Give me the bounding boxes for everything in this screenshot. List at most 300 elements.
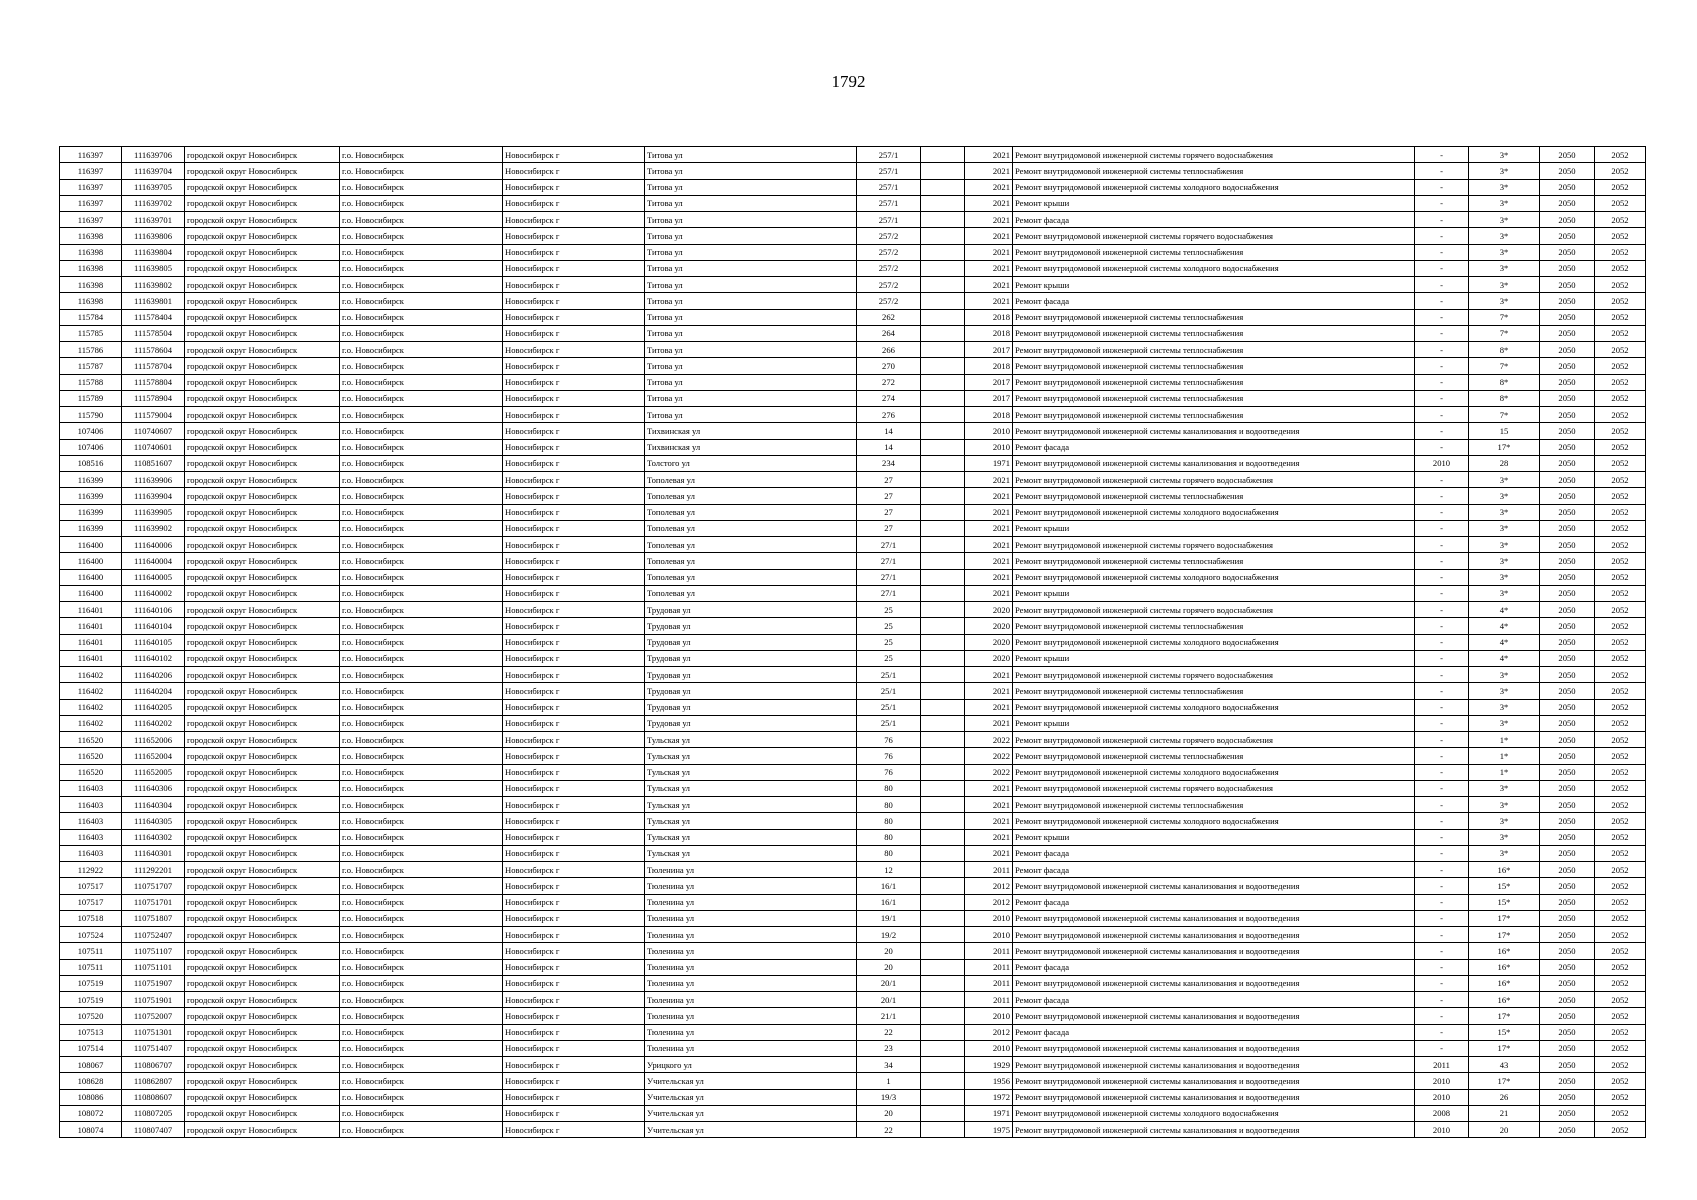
object-id-cell: 116397 <box>60 163 122 179</box>
house-number-cell: 257/1 <box>857 195 921 211</box>
locality-cell: Новосибирск г <box>503 878 645 894</box>
table-row <box>60 260 1646 276</box>
house-number-cell: 19/3 <box>857 1089 921 1105</box>
street-cell: Тюленина ул <box>645 959 857 975</box>
house-number-cell: 80 <box>857 829 921 845</box>
object-id-cell: 116398 <box>60 260 122 276</box>
plan-end-year-cell: 2052 <box>1595 894 1646 910</box>
municipality-cell: городской округ Новосибирск <box>185 537 340 553</box>
work-type-cell: Ремонт внутридомовой инженерной системы теплоснабжения <box>1013 797 1415 813</box>
work-type-cell: Ремонт внутридомовой инженерной системы горячего водоснабжения <box>1013 602 1415 618</box>
plan-end-year-cell: 2052 <box>1595 845 1646 861</box>
work-id-cell: 111640102 <box>122 650 185 666</box>
work-type-cell: Ремонт внутридомовой инженерной системы канализования и водоотведения <box>1013 975 1415 991</box>
object-id-cell: 108516 <box>60 455 122 471</box>
work-type-cell: Ремонт внутридомовой инженерной системы теплоснабжения <box>1013 618 1415 634</box>
service-life-cell: 4* <box>1469 634 1540 650</box>
locality-cell: Новосибирск г <box>503 845 645 861</box>
work-type-cell: Ремонт внутридомовой инженерной системы канализования и водоотведения <box>1013 878 1415 894</box>
house-number-cell: 27/1 <box>857 569 921 585</box>
building-part-cell <box>921 390 965 406</box>
plan-start-year-cell: 2050 <box>1540 309 1595 325</box>
year-built-cell: 2022 <box>965 732 1013 748</box>
object-id-cell: 116401 <box>60 602 122 618</box>
last-repair-year-cell: - <box>1415 894 1469 910</box>
last-repair-year-cell: - <box>1415 504 1469 520</box>
house-number-cell: 19/1 <box>857 910 921 926</box>
locality-cell: Новосибирск г <box>503 244 645 260</box>
work-type-cell: Ремонт внутридомовой инженерной системы теплоснабжения <box>1013 553 1415 569</box>
building-part-cell <box>921 634 965 650</box>
locality-cell: Новосибирск г <box>503 1024 645 1040</box>
plan-end-year-cell: 2052 <box>1595 862 1646 878</box>
street-cell: Тульская ул <box>645 813 857 829</box>
work-id-cell: 111639802 <box>122 277 185 293</box>
street-cell: Тюленина ул <box>645 943 857 959</box>
municipal-unit-cell: г.о. Новосибирск <box>340 195 503 211</box>
street-cell: Урицкого ул <box>645 1057 857 1073</box>
last-repair-year-cell: - <box>1415 683 1469 699</box>
work-id-cell: 110752407 <box>122 927 185 943</box>
table-row <box>60 943 1646 959</box>
street-cell: Трудовая ул <box>645 650 857 666</box>
municipal-unit-cell: г.о. Новосибирск <box>340 455 503 471</box>
last-repair-year-cell: - <box>1415 992 1469 1008</box>
municipality-cell: городской округ Новосибирск <box>185 943 340 959</box>
plan-start-year-cell: 2050 <box>1540 715 1595 731</box>
street-cell: Тюленина ул <box>645 975 857 991</box>
plan-start-year-cell: 2050 <box>1540 260 1595 276</box>
work-type-cell: Ремонт внутридомовой инженерной системы теплоснабжения <box>1013 374 1415 390</box>
table-row <box>60 667 1646 683</box>
year-built-cell: 2021 <box>965 699 1013 715</box>
service-life-cell: 4* <box>1469 602 1540 618</box>
municipal-unit-cell: г.о. Новосибирск <box>340 764 503 780</box>
plan-start-year-cell: 2050 <box>1540 342 1595 358</box>
work-id-cell: 110751907 <box>122 975 185 991</box>
object-id-cell: 116399 <box>60 472 122 488</box>
service-life-cell: 7* <box>1469 309 1540 325</box>
last-repair-year-cell: - <box>1415 927 1469 943</box>
municipal-unit-cell: г.о. Новосибирск <box>340 780 503 796</box>
street-cell: Титова ул <box>645 212 857 228</box>
service-life-cell: 3* <box>1469 569 1540 585</box>
work-id-cell: 111578604 <box>122 342 185 358</box>
street-cell: Титова ул <box>645 342 857 358</box>
object-id-cell: 116403 <box>60 829 122 845</box>
service-life-cell: 17* <box>1469 910 1540 926</box>
service-life-cell: 3* <box>1469 699 1540 715</box>
work-id-cell: 111639904 <box>122 488 185 504</box>
table-row <box>60 797 1646 813</box>
year-built-cell: 1971 <box>965 1105 1013 1121</box>
year-built-cell: 2021 <box>965 488 1013 504</box>
plan-end-year-cell: 2052 <box>1595 553 1646 569</box>
municipality-cell: городской округ Новосибирск <box>185 147 340 163</box>
locality-cell: Новосибирск г <box>503 618 645 634</box>
table-row <box>60 764 1646 780</box>
object-id-cell: 116403 <box>60 845 122 861</box>
street-cell: Трудовая ул <box>645 618 857 634</box>
service-life-cell: 17* <box>1469 927 1540 943</box>
street-cell: Толстого ул <box>645 455 857 471</box>
house-number-cell: 14 <box>857 439 921 455</box>
municipality-cell: городской округ Новосибирск <box>185 423 340 439</box>
house-number-cell: 257/2 <box>857 277 921 293</box>
municipal-unit-cell: г.о. Новосибирск <box>340 732 503 748</box>
work-type-cell: Ремонт внутридомовой инженерной системы горячего водоснабжения <box>1013 667 1415 683</box>
last-repair-year-cell: - <box>1415 699 1469 715</box>
service-life-cell: 17* <box>1469 439 1540 455</box>
municipality-cell: городской округ Новосибирск <box>185 1024 340 1040</box>
municipal-unit-cell: г.о. Новосибирск <box>340 845 503 861</box>
street-cell: Титова ул <box>645 390 857 406</box>
municipal-unit-cell: г.о. Новосибирск <box>340 147 503 163</box>
municipal-unit-cell: г.о. Новосибирск <box>340 748 503 764</box>
service-life-cell: 15* <box>1469 878 1540 894</box>
plan-end-year-cell: 2052 <box>1595 748 1646 764</box>
municipal-unit-cell: г.о. Новосибирск <box>340 260 503 276</box>
service-life-cell: 3* <box>1469 228 1540 244</box>
work-id-cell: 110751901 <box>122 992 185 1008</box>
work-id-cell: 110751301 <box>122 1024 185 1040</box>
house-number-cell: 80 <box>857 813 921 829</box>
year-built-cell: 2021 <box>965 179 1013 195</box>
municipal-unit-cell: г.о. Новосибирск <box>340 179 503 195</box>
building-part-cell <box>921 212 965 228</box>
work-type-cell: Ремонт фасада <box>1013 959 1415 975</box>
year-built-cell: 2011 <box>965 862 1013 878</box>
object-id-cell: 107518 <box>60 910 122 926</box>
plan-end-year-cell: 2052 <box>1595 374 1646 390</box>
municipal-unit-cell: г.о. Новосибирск <box>340 374 503 390</box>
plan-end-year-cell: 2052 <box>1595 260 1646 276</box>
house-number-cell: 22 <box>857 1122 921 1138</box>
locality-cell: Новосибирск г <box>503 862 645 878</box>
locality-cell: Новосибирск г <box>503 975 645 991</box>
house-number-cell: 16/1 <box>857 878 921 894</box>
work-id-cell: 111640302 <box>122 829 185 845</box>
municipality-cell: городской округ Новосибирск <box>185 390 340 406</box>
table-row <box>60 1040 1646 1056</box>
municipality-cell: городской округ Новосибирск <box>185 585 340 601</box>
last-repair-year-cell: - <box>1415 195 1469 211</box>
street-cell: Титова ул <box>645 228 857 244</box>
street-cell: Тюленина ул <box>645 1008 857 1024</box>
plan-start-year-cell: 2050 <box>1540 488 1595 504</box>
year-built-cell: 2021 <box>965 244 1013 260</box>
house-number-cell: 257/1 <box>857 147 921 163</box>
building-part-cell <box>921 813 965 829</box>
last-repair-year-cell: - <box>1415 1040 1469 1056</box>
street-cell: Тюленина ул <box>645 1024 857 1040</box>
building-part-cell <box>921 569 965 585</box>
municipal-unit-cell: г.о. Новосибирск <box>340 163 503 179</box>
locality-cell: Новосибирск г <box>503 764 645 780</box>
service-life-cell: 16* <box>1469 959 1540 975</box>
table-row <box>60 569 1646 585</box>
plan-end-year-cell: 2052 <box>1595 244 1646 260</box>
plan-start-year-cell: 2050 <box>1540 293 1595 309</box>
house-number-cell: 276 <box>857 407 921 423</box>
work-type-cell: Ремонт внутридомовой инженерной системы теплоснабжения <box>1013 163 1415 179</box>
house-number-cell: 27/1 <box>857 585 921 601</box>
last-repair-year-cell: - <box>1415 537 1469 553</box>
house-number-cell: 27 <box>857 520 921 536</box>
work-type-cell: Ремонт внутридомовой инженерной системы горячего водоснабжения <box>1013 780 1415 796</box>
plan-start-year-cell: 2050 <box>1540 862 1595 878</box>
municipality-cell: городской округ Новосибирск <box>185 260 340 276</box>
work-type-cell: Ремонт фасада <box>1013 439 1415 455</box>
locality-cell: Новосибирск г <box>503 342 645 358</box>
work-type-cell: Ремонт внутридомовой инженерной системы холодного водоснабжения <box>1013 699 1415 715</box>
work-type-cell: Ремонт внутридомовой инженерной системы теплоснабжения <box>1013 342 1415 358</box>
table-row <box>60 829 1646 845</box>
street-cell: Трудовая ул <box>645 699 857 715</box>
service-life-cell: 16* <box>1469 943 1540 959</box>
year-built-cell: 2010 <box>965 423 1013 439</box>
house-number-cell: 23 <box>857 1040 921 1056</box>
municipal-unit-cell: г.о. Новосибирск <box>340 829 503 845</box>
municipal-unit-cell: г.о. Новосибирск <box>340 472 503 488</box>
last-repair-year-cell: - <box>1415 569 1469 585</box>
last-repair-year-cell: - <box>1415 715 1469 731</box>
work-id-cell: 111639704 <box>122 163 185 179</box>
last-repair-year-cell: - <box>1415 277 1469 293</box>
work-type-cell: Ремонт фасада <box>1013 992 1415 1008</box>
plan-end-year-cell: 2052 <box>1595 602 1646 618</box>
object-id-cell: 116397 <box>60 147 122 163</box>
municipal-unit-cell: г.о. Новосибирск <box>340 1024 503 1040</box>
plan-start-year-cell: 2050 <box>1540 277 1595 293</box>
object-id-cell: 115788 <box>60 374 122 390</box>
municipal-unit-cell: г.о. Новосибирск <box>340 407 503 423</box>
table-row <box>60 504 1646 520</box>
year-built-cell: 2021 <box>965 537 1013 553</box>
year-built-cell: 2010 <box>965 927 1013 943</box>
object-id-cell: 108628 <box>60 1073 122 1089</box>
last-repair-year-cell: 2011 <box>1415 1057 1469 1073</box>
work-id-cell: 111640005 <box>122 569 185 585</box>
street-cell: Титова ул <box>645 358 857 374</box>
municipal-unit-cell: г.о. Новосибирск <box>340 992 503 1008</box>
year-built-cell: 2021 <box>965 472 1013 488</box>
municipality-cell: городской округ Новосибирск <box>185 277 340 293</box>
work-id-cell: 111640205 <box>122 699 185 715</box>
plan-start-year-cell: 2050 <box>1540 683 1595 699</box>
plan-end-year-cell: 2052 <box>1595 975 1646 991</box>
year-built-cell: 2022 <box>965 748 1013 764</box>
locality-cell: Новосибирск г <box>503 829 645 845</box>
municipal-unit-cell: г.о. Новосибирск <box>340 228 503 244</box>
locality-cell: Новосибирск г <box>503 715 645 731</box>
locality-cell: Новосибирск г <box>503 1122 645 1138</box>
object-id-cell: 107519 <box>60 992 122 1008</box>
municipality-cell: городской округ Новосибирск <box>185 1057 340 1073</box>
plan-start-year-cell: 2050 <box>1540 504 1595 520</box>
table-row <box>60 878 1646 894</box>
work-id-cell: 111639806 <box>122 228 185 244</box>
service-life-cell: 1* <box>1469 732 1540 748</box>
object-id-cell: 116397 <box>60 195 122 211</box>
municipal-unit-cell: г.о. Новосибирск <box>340 797 503 813</box>
work-type-cell: Ремонт внутридомовой инженерной системы канализования и водоотведения <box>1013 927 1415 943</box>
year-built-cell: 2021 <box>965 829 1013 845</box>
house-number-cell: 1 <box>857 1073 921 1089</box>
table-row <box>60 439 1646 455</box>
street-cell: Титова ул <box>645 179 857 195</box>
plan-end-year-cell: 2052 <box>1595 732 1646 748</box>
work-type-cell: Ремонт внутридомовой инженерной системы теплоснабжения <box>1013 244 1415 260</box>
house-number-cell: 12 <box>857 862 921 878</box>
house-number-cell: 266 <box>857 342 921 358</box>
service-life-cell: 17* <box>1469 1008 1540 1024</box>
plan-end-year-cell: 2052 <box>1595 277 1646 293</box>
street-cell: Тюленина ул <box>645 1040 857 1056</box>
plan-end-year-cell: 2052 <box>1595 212 1646 228</box>
plan-end-year-cell: 2052 <box>1595 390 1646 406</box>
building-part-cell <box>921 602 965 618</box>
plan-start-year-cell: 2050 <box>1540 634 1595 650</box>
object-id-cell: 116399 <box>60 504 122 520</box>
service-life-cell: 15 <box>1469 423 1540 439</box>
locality-cell: Новосибирск г <box>503 1073 645 1089</box>
building-part-cell <box>921 472 965 488</box>
building-part-cell <box>921 455 965 471</box>
house-number-cell: 27 <box>857 488 921 504</box>
municipality-cell: городской округ Новосибирск <box>185 212 340 228</box>
service-life-cell: 3* <box>1469 520 1540 536</box>
work-id-cell: 110740601 <box>122 439 185 455</box>
table-row <box>60 309 1646 325</box>
plan-start-year-cell: 2050 <box>1540 1057 1595 1073</box>
service-life-cell: 17* <box>1469 1040 1540 1056</box>
table-row <box>60 1057 1646 1073</box>
table-row <box>60 699 1646 715</box>
work-type-cell: Ремонт крыши <box>1013 520 1415 536</box>
work-type-cell: Ремонт внутридомовой инженерной системы холодного водоснабжения <box>1013 260 1415 276</box>
plan-end-year-cell: 2052 <box>1595 488 1646 504</box>
work-type-cell: Ремонт фасада <box>1013 862 1415 878</box>
street-cell: Учительская ул <box>645 1089 857 1105</box>
street-cell: Тульская ул <box>645 732 857 748</box>
building-part-cell <box>921 829 965 845</box>
work-id-cell: 111639905 <box>122 504 185 520</box>
work-id-cell: 111640006 <box>122 537 185 553</box>
street-cell: Тульская ул <box>645 845 857 861</box>
last-repair-year-cell: - <box>1415 1008 1469 1024</box>
plan-end-year-cell: 2052 <box>1595 992 1646 1008</box>
last-repair-year-cell: - <box>1415 423 1469 439</box>
building-part-cell <box>921 780 965 796</box>
locality-cell: Новосибирск г <box>503 992 645 1008</box>
building-part-cell <box>921 992 965 1008</box>
work-type-cell: Ремонт внутридомовой инженерной системы канализования и водоотведения <box>1013 455 1415 471</box>
municipality-cell: городской округ Новосибирск <box>185 975 340 991</box>
service-life-cell: 3* <box>1469 667 1540 683</box>
table-row <box>60 1073 1646 1089</box>
building-part-cell <box>921 732 965 748</box>
plan-start-year-cell: 2050 <box>1540 1024 1595 1040</box>
last-repair-year-cell: - <box>1415 780 1469 796</box>
last-repair-year-cell: - <box>1415 634 1469 650</box>
table-row <box>60 927 1646 943</box>
service-life-cell: 3* <box>1469 537 1540 553</box>
object-id-cell: 116403 <box>60 813 122 829</box>
last-repair-year-cell: 2010 <box>1415 1073 1469 1089</box>
house-number-cell: 20/1 <box>857 992 921 1008</box>
street-cell: Тюленина ул <box>645 862 857 878</box>
house-number-cell: 257/2 <box>857 293 921 309</box>
service-life-cell: 3* <box>1469 504 1540 520</box>
plan-start-year-cell: 2050 <box>1540 780 1595 796</box>
page-number: 1792 <box>831 72 866 91</box>
object-id-cell: 116401 <box>60 650 122 666</box>
street-cell: Титова ул <box>645 244 857 260</box>
work-id-cell: 111639804 <box>122 244 185 260</box>
year-built-cell: 2021 <box>965 845 1013 861</box>
municipality-cell: городской округ Новосибирск <box>185 634 340 650</box>
plan-end-year-cell: 2052 <box>1595 764 1646 780</box>
municipal-unit-cell: г.о. Новосибирск <box>340 390 503 406</box>
plan-start-year-cell: 2050 <box>1540 894 1595 910</box>
object-id-cell: 116397 <box>60 179 122 195</box>
house-number-cell: 270 <box>857 358 921 374</box>
object-id-cell: 107519 <box>60 975 122 991</box>
last-repair-year-cell: - <box>1415 309 1469 325</box>
locality-cell: Новосибирск г <box>503 212 645 228</box>
work-type-cell: Ремонт внутридомовой инженерной системы холодного водоснабжения <box>1013 179 1415 195</box>
house-number-cell: 25 <box>857 634 921 650</box>
building-part-cell <box>921 699 965 715</box>
plan-start-year-cell: 2050 <box>1540 975 1595 991</box>
year-built-cell: 2018 <box>965 358 1013 374</box>
locality-cell: Новосибирск г <box>503 585 645 601</box>
table-row <box>60 163 1646 179</box>
table-row <box>60 732 1646 748</box>
last-repair-year-cell: 2010 <box>1415 1122 1469 1138</box>
building-part-cell <box>921 504 965 520</box>
service-life-cell: 3* <box>1469 845 1540 861</box>
municipality-cell: городской округ Новосибирск <box>185 910 340 926</box>
plan-start-year-cell: 2050 <box>1540 667 1595 683</box>
house-number-cell: 27/1 <box>857 553 921 569</box>
object-id-cell: 116402 <box>60 715 122 731</box>
service-life-cell: 3* <box>1469 277 1540 293</box>
municipality-cell: городской округ Новосибирск <box>185 553 340 569</box>
year-built-cell: 2021 <box>965 147 1013 163</box>
table-row <box>60 910 1646 926</box>
municipal-unit-cell: г.о. Новосибирск <box>340 423 503 439</box>
plan-start-year-cell: 2050 <box>1540 813 1595 829</box>
municipal-unit-cell: г.о. Новосибирск <box>340 667 503 683</box>
year-built-cell: 2021 <box>965 163 1013 179</box>
work-id-cell: 110807205 <box>122 1105 185 1121</box>
table-row <box>60 358 1646 374</box>
service-life-cell: 3* <box>1469 715 1540 731</box>
street-cell: Тополевая ул <box>645 553 857 569</box>
municipal-unit-cell: г.о. Новосибирск <box>340 1057 503 1073</box>
plan-start-year-cell: 2050 <box>1540 439 1595 455</box>
year-built-cell: 2012 <box>965 1024 1013 1040</box>
plan-start-year-cell: 2050 <box>1540 374 1595 390</box>
municipal-unit-cell: г.о. Новосибирск <box>340 488 503 504</box>
service-life-cell: 3* <box>1469 260 1540 276</box>
locality-cell: Новосибирск г <box>503 179 645 195</box>
table-row <box>60 1122 1646 1138</box>
year-built-cell: 2010 <box>965 910 1013 926</box>
table-row <box>60 537 1646 553</box>
